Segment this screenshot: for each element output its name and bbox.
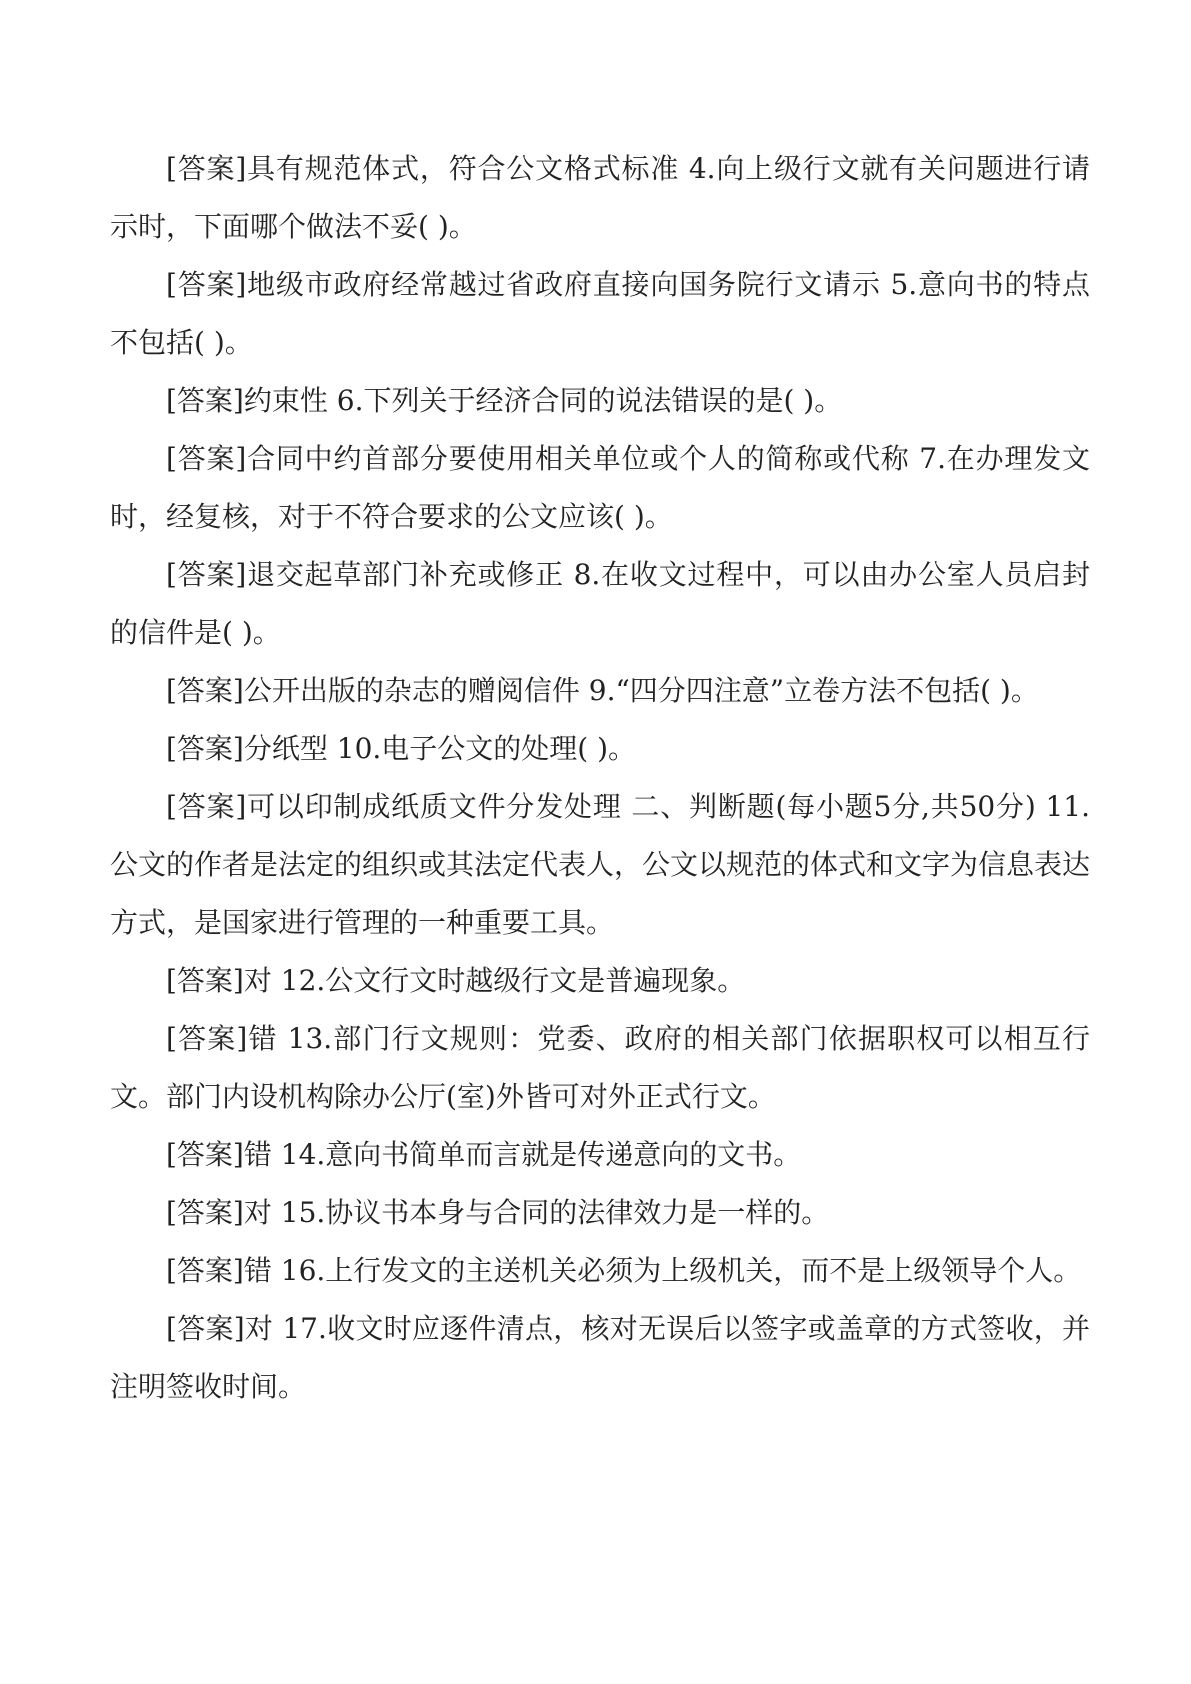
paragraph-answer-14: [答案]对 15.协议书本身与合同的法律效力是一样的。 bbox=[166, 1196, 830, 1229]
paragraph-answer-7: [答案]退交起草部门补充或修正 8.在收文过程中，可以由办公室人员启封的信件是( )。 bbox=[110, 558, 1090, 649]
paragraph-answer-15: [答案]错 16.上行发文的主送机关必须为上级机关，而不是上级领导个人。 bbox=[166, 1254, 1082, 1287]
paragraph-answer-10: [答案]可以印制成纸质文件分发处理 二、判断题(每小题5分,共50分) 11.公文的作者是法定的组织或其法定代表人，公文以规范的体式和文字为信息表达方式，是国家进行管理的一种重要工具。 bbox=[110, 790, 1091, 939]
paragraph-answer-8: [答案]公开出版的杂志的赠阅信件 9.“四分四注意”立卷方法不包括( )。 bbox=[166, 674, 1039, 707]
paragraph-answer-3: [答案]具有规范体式，符合公文格式标准 4.向上级行文就有关问题进行请示时，下面哪个做法不妥( )。 bbox=[110, 152, 1090, 243]
paragraph-answer-16: [答案]对 17.收文时应逐件清点，核对无误后以签字或盖章的方式签收，并注明签收时间。 bbox=[110, 1312, 1090, 1403]
paragraph-answer-9: [答案]分纸型 10.电子公文的处理( )。 bbox=[166, 732, 637, 765]
paragraph-answer-12: [答案]错 13.部门行文规则：党委、政府的相关部门依据职权可以相互行文。部门内设机构除办公厅(室)外皆可对外正式行文。 bbox=[110, 1022, 1090, 1113]
paragraph-answer-13: [答案]错 14.意向书简单而言就是传递意向的文书。 bbox=[166, 1138, 802, 1171]
document-body bbox=[110, 140, 1090, 1416]
paragraph-answer-6: [答案]合同中约首部分要使用相关单位或个人的简称或代称 7.在办理发文时，经复核，对于不符合要求的公文应该( )。 bbox=[110, 442, 1090, 533]
paragraph-answer-5: [答案]约束性 6.下列关于经济合同的说法错误的是( )。 bbox=[166, 384, 843, 417]
paragraph-answer-4: [答案]地级市政府经常越过省政府直接向国务院行文请示 5.意向书的特点不包括( )。 bbox=[110, 268, 1090, 359]
paragraph-answer-11: [答案]对 12.公文行文时越级行文是普遍现象。 bbox=[166, 964, 746, 997]
